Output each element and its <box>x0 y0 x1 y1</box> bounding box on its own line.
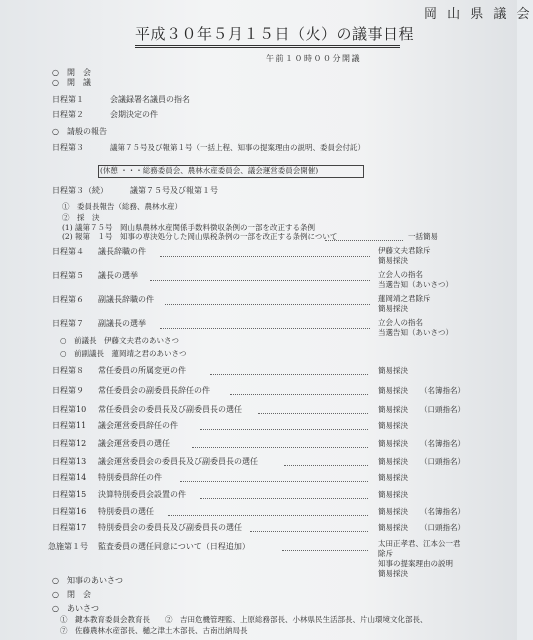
closing-greetings-line: ⑦ 佐藤農林水産部長、樋之津土木部長、古南出納局長 <box>60 626 248 635</box>
agenda-result: 簡易採決 <box>378 256 408 265</box>
agenda-item: 議会運営委員の選任 <box>98 439 170 448</box>
leader-dots <box>250 531 368 532</box>
agenda-no: 日程第15 <box>52 490 87 499</box>
agenda-item: 副議長辞職の件 <box>98 295 154 304</box>
organization-name: 岡 山 県 議 会 <box>424 7 533 22</box>
urgent-result: 簡易採決 <box>378 569 408 578</box>
bill-line: (2) 報第 １号 知事の専決処分した岡山県税条例の一部を改正する条例について <box>62 232 338 241</box>
leader-dots <box>230 394 368 395</box>
urgent-item: 監査委員の選任同意について（日程追加） <box>98 542 250 551</box>
committee-report: ① 委員長報告（総務、農林水産） <box>62 202 182 211</box>
urgent-result: 太田正孝君、江本公一君 <box>378 539 461 548</box>
document-title: 平成３０年５月１５日（火）の議事日程 <box>135 25 415 43</box>
agenda-no: 日程第14 <box>52 473 87 482</box>
closing-greetings: ○ あいさつ <box>52 604 99 613</box>
agenda-item: 決算特別委員会設置の件 <box>98 490 186 499</box>
agenda-result: 立会人の指名 <box>378 270 423 279</box>
agenda-item: 常任委員会の委員長及び副委員長の選任 <box>98 405 242 414</box>
agenda-item: 常任委員の所属変更の件 <box>98 366 186 375</box>
agenda-note: （名簿指名） <box>420 386 465 395</box>
agenda-result: 伊藤文夫君除斥 <box>378 246 431 255</box>
agenda-no: 日程第３（続） <box>52 186 108 195</box>
agenda-result: 簡易採決 <box>378 421 408 430</box>
agenda-result: 立会人の指名 <box>378 318 423 327</box>
leader-dots <box>284 465 368 466</box>
bill-line: (1) 議第７５号 岡山県農林水産関係手数料徴収条例の一部を改正する条例 <box>62 223 316 232</box>
agenda-item: 議会運営委員辞任の件 <box>98 421 178 430</box>
agenda-no: 日程第７ <box>52 319 84 328</box>
agenda-no: 日程第２ <box>52 110 84 119</box>
agenda-result: 簡易採決 <box>378 457 408 466</box>
agenda-note: （口頭指名） <box>420 457 465 466</box>
leader-dots <box>168 515 368 516</box>
agenda-item: 特別委員会の委員長及び副委員長の選任 <box>98 523 242 532</box>
agenda-no: 日程第12 <box>52 439 87 448</box>
agenda-item: 会期決定の件 <box>110 110 158 119</box>
agenda-result: 当選告知（あいさつ） <box>378 280 453 289</box>
agenda-result: 簡易採決 <box>378 523 408 532</box>
leader-dots <box>210 374 368 375</box>
agenda-no: 日程第10 <box>52 405 87 414</box>
urgent-result: 知事の提案理由の説明 <box>378 559 453 568</box>
leader-dots <box>258 413 368 414</box>
agenda-result: 簡易採決 <box>378 490 408 499</box>
agenda-result: 簡易採決 <box>378 405 408 414</box>
agenda-no: 日程第３ <box>52 143 84 152</box>
agenda-result: 簡易採決 <box>378 386 408 395</box>
agenda-item: 議長の選挙 <box>98 271 138 280</box>
agenda-no: 日程第11 <box>52 421 87 430</box>
agenda-result: 簡易採決 <box>378 507 408 516</box>
vote: ② 採 決 <box>62 213 100 222</box>
greeting-item: ○ 前副議長 蓮岡靖之君のあいさつ <box>60 349 187 358</box>
agenda-no: 日程第13 <box>52 457 87 466</box>
agenda-no: 日程第５ <box>52 271 84 280</box>
agenda-result: 当選告知（あいさつ） <box>378 328 453 337</box>
session-time: 午前１０時００分開議 <box>266 54 361 63</box>
agenda-item: 副議長の選挙 <box>98 319 146 328</box>
recess-note: (休憩 ・・・総務委員会、農林水産委員会、議会運営委員会開催) <box>100 166 319 175</box>
opening-kaigi: ○ 開 議 <box>52 78 91 87</box>
agenda-result: 蓮岡靖之君除斥 <box>378 294 431 303</box>
agenda-item: 議第７５号及び報第１号（一括上程、知事の提案理由の説明、委員会付託） <box>110 143 365 152</box>
agenda-note: （口頭指名） <box>420 405 465 414</box>
agenda-no: 日程第４ <box>52 247 84 256</box>
leader-dots <box>180 481 368 482</box>
agenda-no: 日程第16 <box>52 507 87 516</box>
agenda-item: 常任委員会の副委員長辞任の件 <box>98 386 210 395</box>
agenda-item: 会議録署名議員の指名 <box>110 95 190 104</box>
closing-governor: ○ 知事のあいさつ <box>52 576 123 585</box>
agenda-no: 日程第１ <box>52 95 84 104</box>
bill-result: 一括簡易 <box>408 232 438 241</box>
title-underline-double <box>135 47 400 48</box>
leader-dots <box>165 304 370 305</box>
agenda-item: 議長辞職の件 <box>98 247 146 256</box>
leader-dots <box>160 256 370 257</box>
leader-dots <box>150 280 370 281</box>
urgent-no: 急施第１号 <box>48 542 88 551</box>
agenda-item: 議会運営委員会の委員長及び副委員長の選任 <box>98 457 258 466</box>
agenda-no: 日程第８ <box>52 366 84 375</box>
agenda-result: 簡易採決 <box>378 304 408 313</box>
greeting-item: ○ 前議長 伊藤文夫君のあいさつ <box>60 336 180 345</box>
agenda-no: 日程第17 <box>52 523 87 532</box>
leader-dots <box>200 429 368 430</box>
agenda-item: 特別委員の選任 <box>98 507 154 516</box>
agenda-note: （口頭指名） <box>420 523 465 532</box>
agenda-no: 日程第９ <box>52 386 84 395</box>
agenda-note: （名簿指名） <box>420 439 465 448</box>
report-heading: ○ 請般の報告 <box>52 127 107 136</box>
agenda-result: 簡易採決 <box>378 473 408 482</box>
agenda-note: （名簿指名） <box>420 507 465 516</box>
closing-close: ○ 閉 会 <box>52 590 91 599</box>
closing-greetings-line: ① 鍵本教育委員会教育長 ② 吉田危機管理監、上原総務部長、小林県民生活部長、片山環境文化部長、 <box>60 615 428 624</box>
agenda-item: 議第７５号及び報第１号 <box>130 186 218 195</box>
leader-dots <box>160 328 370 329</box>
title-underline <box>135 45 400 46</box>
leader-dots <box>200 498 368 499</box>
agenda-no: 日程第６ <box>52 295 84 304</box>
agenda-result: 簡易採決 <box>378 366 408 375</box>
urgent-result: 除斥 <box>378 549 393 558</box>
agenda-item: 特別委員辞任の件 <box>98 473 162 482</box>
opening-kaikai: ○ 開 会 <box>52 68 91 77</box>
leader-dots <box>282 550 368 551</box>
leader-dots <box>325 240 403 241</box>
agenda-result: 簡易採決 <box>378 439 408 448</box>
leader-dots <box>192 447 368 448</box>
